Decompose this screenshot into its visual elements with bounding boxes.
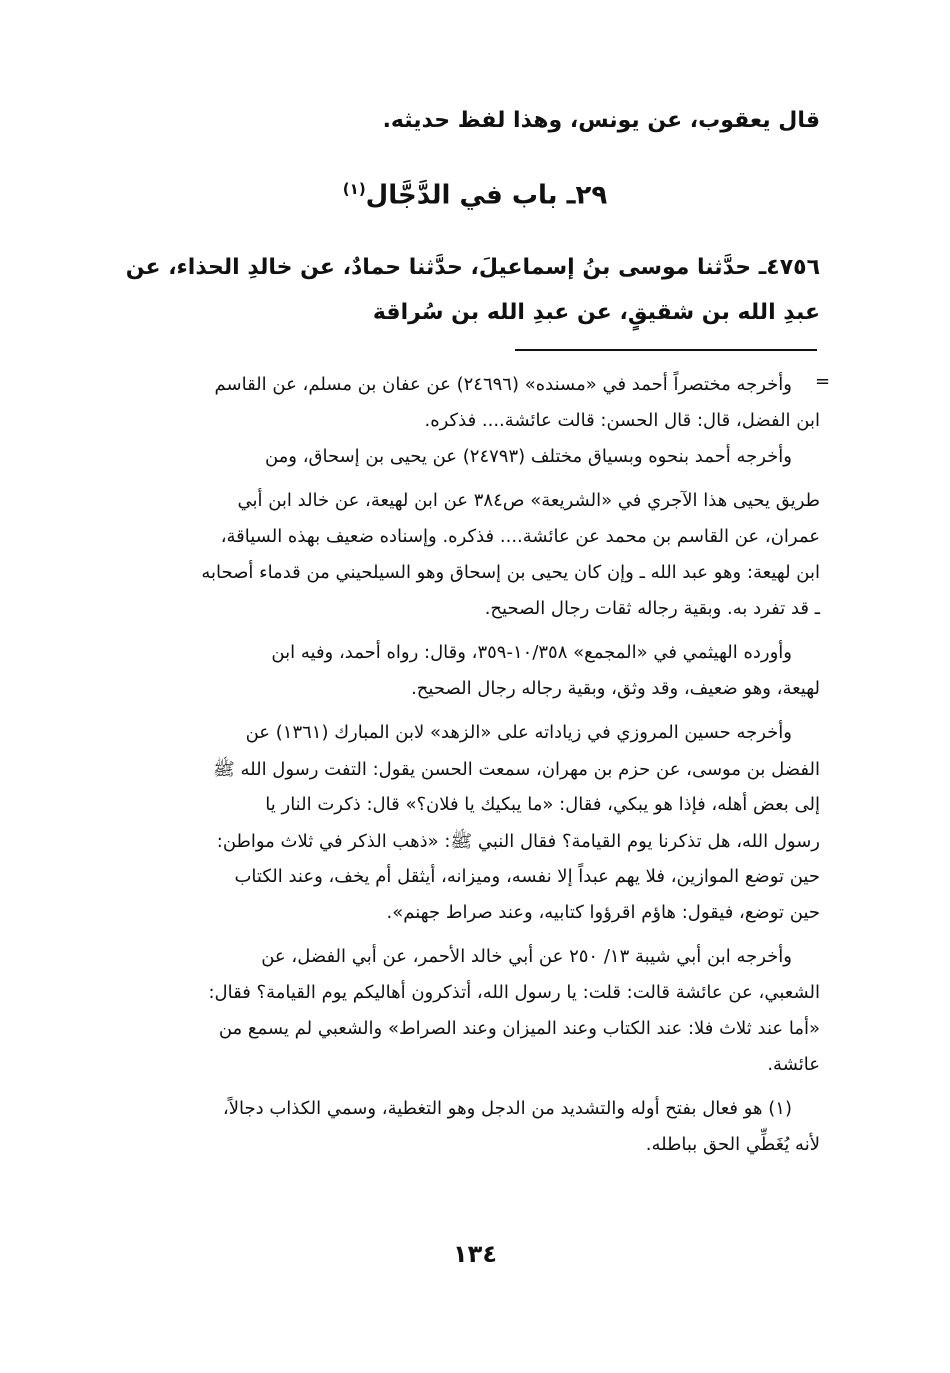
footnote-line: ابن لهيعة: وهو عبد الله ـ وإن كان يحيى بن إسحاق وهو السيلحيني من قدماء أصحابه [201,562,820,583]
footnote-line: وأورده الهيثمي في «المجمع» ١٠/٣٥٨-٣٥٩، وقال: رواه أحمد، وفيه ابن [271,642,792,663]
footnote-line: وأخرجه ابن أبي شيبة ١٣/ ٢٥٠ عن أبي خالد الأحمر، عن أبي الفضل، عن [261,946,792,967]
footnote-line: طريق يحيى هذا الآجري في «الشريعة» ص٣٨٤ عن ابن لهيعة، عن خالد ابن أبي [237,490,820,511]
footnote-line: عائشة. [767,1054,820,1075]
footnote-line: عمران، عن القاسم بن محمد عن عائشة.... فذكره. وإسناده ضعيف بهذه السياقة، [220,526,820,547]
footnote-line: ـ قد تفرد به. وبقية رجاله ثقات رجال الصحيح. [484,598,820,619]
footnote-line: لأنه يُغَطِّي الحق بباطله. [645,1134,820,1155]
hadith-line-1: ٤٧٥٦ـ حدَّثنا موسى بنُ إسماعيلَ، حدَّثنا حمادٌ، عن خالدِ الحذاء، عن [125,255,820,280]
footnote-line: وأخرجه مختصراً أحمد في «مسنده» (٢٤٦٩٦) عن عفان بن مسلم، عن القاسم [214,374,792,395]
top-line: قال يعقوب، عن يونس، وهذا لفظ حديثه. [382,108,820,133]
footnote-line: إلى بعض أهله، فإذا هو يبكي، فقال: «ما يبكيك يا فلان؟» قال: ذكرت النار يا [265,794,820,815]
footnote-line: (١) هو فعال بفتح أوله والتشديد من الدجل وهو التغطية، وسمي الكذاب دجالاً، [222,1098,792,1119]
footnote-line: رسول الله، هل تذكرنا يوم القيامة؟ فقال النبي ﷺ: «ذهب الذكر في ثلاث مواطن: [216,831,820,852]
footnote-line: الشعبي، عن عائشة قالت: قلت: يا رسول الله، أتذكرون أهاليكم يوم القيامة؟ فقال: [208,982,820,1003]
hadith-line-2: عبدِ الله بن شقيقٍ، عن عبدِ الله بن سُراقة [372,300,820,325]
chapter-note-mark: (١) [342,180,366,198]
chapter-title [0,180,950,211]
footnote-line: وأخرجه حسين المروزي في زياداته على «الزهد» لابن المبارك (١٣٦١) عن [245,722,792,743]
footnote-line: لهيعة، وهو ضعيف، وقد وثق، وبقية رجاله رجال الصحيح. [411,678,820,699]
footnote-separator [515,349,817,351]
chapter-title-text: ٢٩ـ باب في الدَّجَّال [365,180,608,211]
footnote-line: وأخرجه أحمد بنحوه وبسياق مختلف (٢٤٧٩٣) عن يحيى بن إسحاق، ومن [264,446,792,467]
footnote-line: حين توضع الموازين، فلا يهم عبداً إلا نفسه، وميزانه، أيثقل أم يخف، وعند الكتاب [234,866,820,887]
footnote-line: حين توضع، فيقول: هاؤم اقرؤوا كتابيه، وعند صراط جهنم». [386,902,820,923]
continuation-mark: = [815,371,831,392]
page-number: ١٣٤ [453,1240,497,1268]
footnote-line: «أما عند ثلاث فلا: عند الكتاب وعند الميزان وعند الصراط» والشعبي لم يسمع من [218,1018,820,1039]
footnote-line: الفضل بن موسى، عن حزم بن مهران، سمعت الحسن يقول: التفت رسول الله ﷺ [213,759,820,780]
footnote-line: ابن الفضل، قال: قال الحسن: قالت عائشة.... فذكره. [424,410,820,431]
